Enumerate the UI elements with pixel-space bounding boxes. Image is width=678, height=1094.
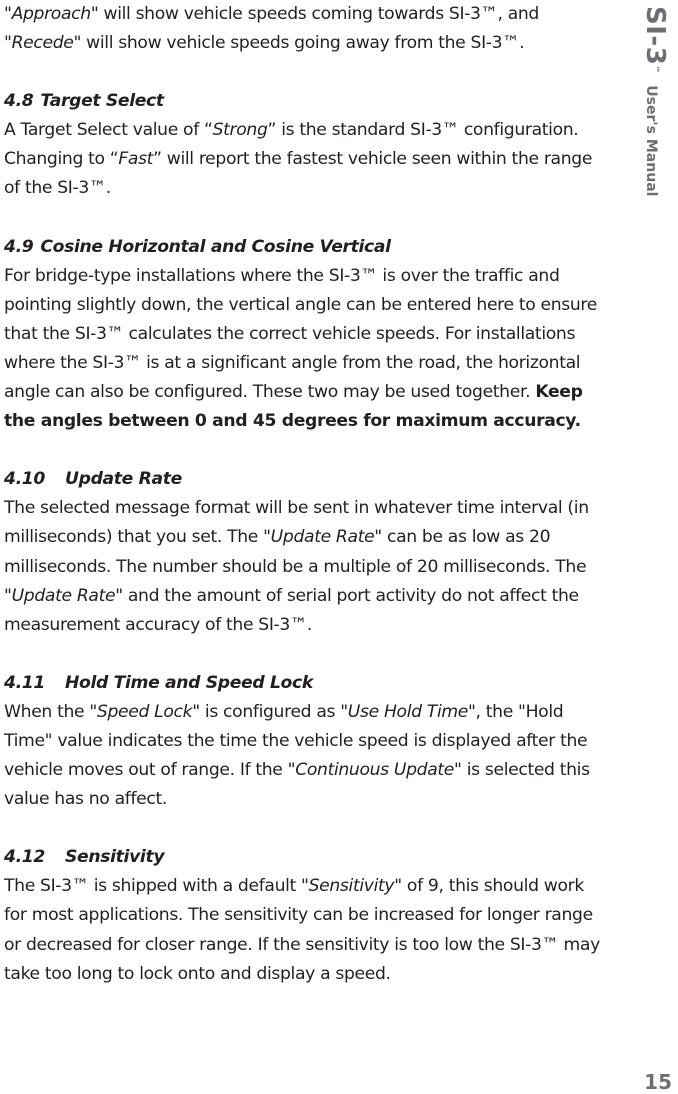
body-text: The SI-3™ is shipped with a default " xyxy=(4,876,309,897)
section-heading-4-11 xyxy=(4,669,600,698)
section-heading-4-12 xyxy=(4,843,600,872)
body-text: For bridge-type installations where the SI-3™ is over the traffic and pointing slightly down, the vertical angle can be entered here to ensure that the SI-3™ calculates the correct vehicle speeds. For installations where the SI-3™ is at a significant angle from the road, the horizontal angle can also be configured. These two may be used together. xyxy=(4,265,597,403)
product-name: SI-3 xyxy=(640,6,670,66)
section-body-4-8 xyxy=(4,116,600,203)
manual-subtitle: User's Manual xyxy=(643,85,659,197)
body-text: ” is the standard SI-3™ configuration. Changing to “ xyxy=(4,120,579,170)
side-running-header xyxy=(630,6,672,197)
section-body-4-9 xyxy=(4,262,600,437)
intro-line-approach xyxy=(4,0,600,29)
section-title: Sensitivity xyxy=(65,847,165,868)
section-title: Target Select xyxy=(40,91,164,112)
section-heading-4-10 xyxy=(4,465,600,494)
approach-term: Approach xyxy=(11,4,91,24)
emphasis-text: Keep the angles between 0 and 45 degrees for maximum accuracy. xyxy=(4,382,583,432)
page-number: 15 xyxy=(644,1070,672,1094)
intro-text: " will show vehicle speeds coming towards SI-3™, and xyxy=(90,4,539,24)
update-rate-term: Update Rate" xyxy=(270,527,382,548)
section-body-4-10 xyxy=(4,494,600,639)
body-text: ", the "Hold Time" value indicates the time the vehicle speed is displayed after the vehicle moves out of range. If the " xyxy=(4,701,588,781)
section-number: 4.12 xyxy=(4,847,46,868)
section-body-4-11 xyxy=(4,698,600,814)
section-number: 4.11 xyxy=(4,672,46,693)
update-rate-term: Update Rate" xyxy=(11,585,123,606)
intro-text: " will show vehicle speeds going away from the SI-3™. xyxy=(73,33,525,54)
section-number: 4.8 xyxy=(4,91,34,112)
use-hold-time-term: Use Hold Time xyxy=(347,701,468,722)
section-title: Cosine Horizontal and Cosine Vertical xyxy=(40,236,391,257)
quote-mark: " xyxy=(4,4,12,24)
section-title: Hold Time and Speed Lock xyxy=(65,672,313,693)
section-heading-4-8 xyxy=(4,87,600,116)
body-text: " is configured as " xyxy=(192,701,348,722)
section-body-4-12 xyxy=(4,872,600,988)
strong-term: Strong xyxy=(212,120,268,141)
sensitivity-term: Sensitivity xyxy=(308,876,395,897)
body-text: When the " xyxy=(4,701,97,722)
section-title: Update Rate xyxy=(65,469,182,490)
manual-page-body xyxy=(4,0,600,989)
body-text: " is selected this value has no affect. xyxy=(4,760,590,810)
body-text: and the amount of serial port activity do not affect the measurement accuracy of the SI-3™. xyxy=(4,585,579,635)
intro-line-recede xyxy=(4,29,600,58)
speed-lock-term: Speed Lock xyxy=(96,701,193,722)
fast-term: Fast xyxy=(118,149,154,170)
recede-term: Recede xyxy=(11,33,74,54)
body-text: ” will report the fastest vehicle seen within the range of the SI-3™. xyxy=(4,149,593,199)
quote-mark: " xyxy=(4,33,12,54)
body-text: can be as low as 20 milliseconds. The number should be a multiple of 20 milliseconds. The " xyxy=(4,527,587,606)
continuous-update-term: Continuous Update xyxy=(295,760,455,781)
section-heading-4-9 xyxy=(4,233,600,262)
body-text: " of 9, this should work for most applications. The sensitivity can be increased for longer range or decreased for closer range. If the sensitivity is too low the SI-3™ may take too long to lock onto and display a speed. xyxy=(4,876,600,984)
section-number: 4.10 xyxy=(4,469,46,490)
trademark-mark: ™ xyxy=(651,65,661,74)
body-text: A Target Select value of “ xyxy=(4,120,213,141)
section-number: 4.9 xyxy=(4,236,34,257)
body-text: The selected message format will be sent in whatever time interval (in milliseconds) that you set. The " xyxy=(4,498,589,548)
